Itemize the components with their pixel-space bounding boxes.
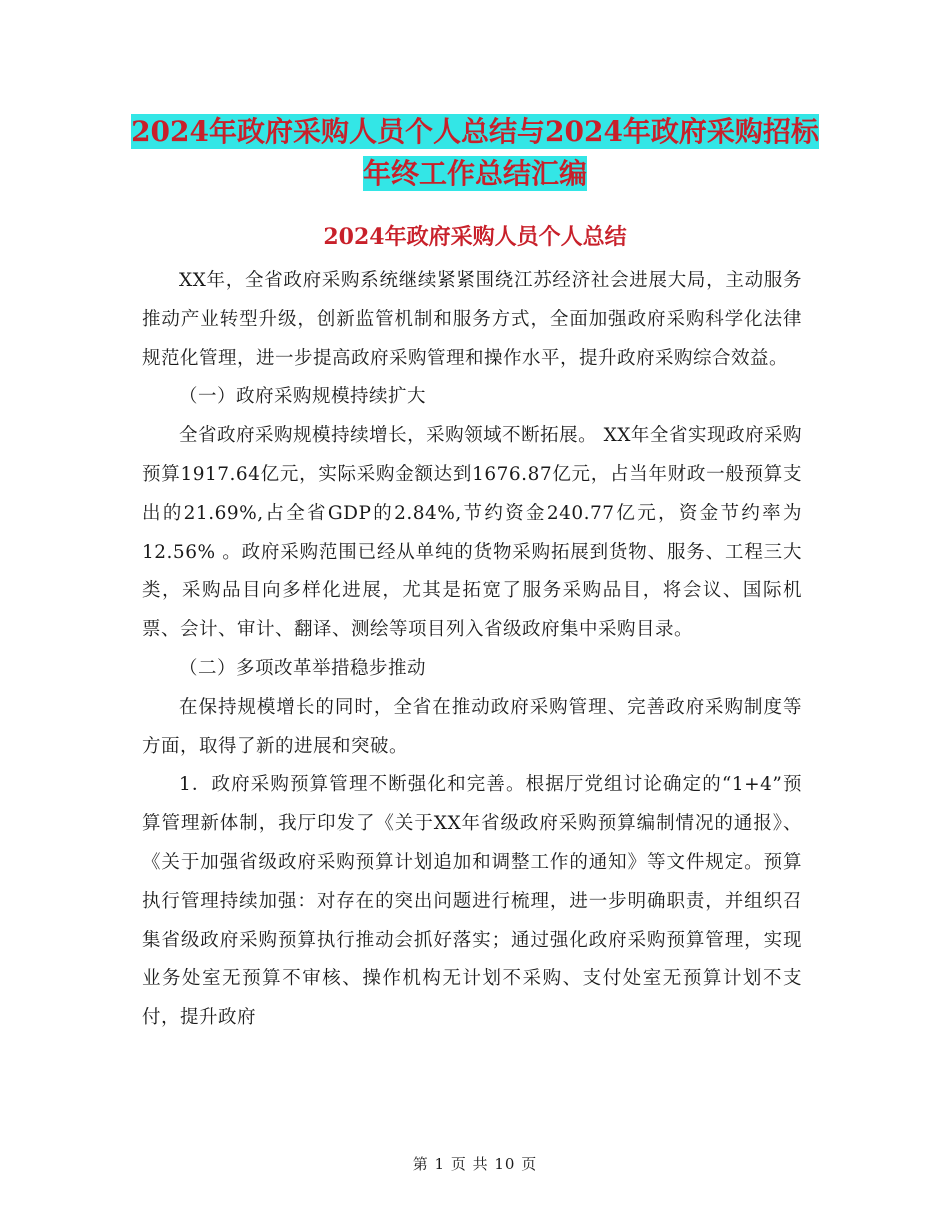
document-title-line-2 (0, 157, 950, 191)
subheading-2: （二）多项改革举措稳步推动 (179, 657, 427, 679)
paragraph-intro: XX年，全省政府采购系统继续紧紧围绕江苏经济社会进展大局，主动服务推动产业转型升级，创新监管机制和服务方式，全面加强政府采购科学化法律规范化管理，进一步提高政府采购管理和操作水平，提升政府采购综合效益。 (142, 270, 802, 369)
paragraph-scale: 全省政府采购规模持续增长，采购领域不断拓展。 XX年全省实现政府采购预算1917.64亿元，实际采购金额达到1676.87亿元，占当年财政一般预算支出的21.69%,占全省GDP的2.84%,节约资金240.77亿元，资金节约率为12.56% 。政府采购范围已经从单纯的货物采购拓展到货物、服务、工程三大类，采购品目向多样化进展，尤其是拓宽了服务采购品目，将会议、国际机票、会计、审计、翻译、测绘等项目列入省级政府集中采购目录。 (142, 425, 802, 641)
paragraph-item-1: 1．政府采购预算管理不断强化和完善。根据厅党组讨论确定的“1+4”预算管理新体制，我厅印发了《关于XX年省级政府采购预算编制情况的通报》、《关于加强省级政府采购预算计划追加和调整工作的通知》等文件规定。预算执行管理持续加强：对存在的突出问题进行梳理，进一步明确职责，并组织召集省级政府采购预算执行推动会抓好落实；通过强化政府采购预算管理，实现业务处室无预算不审核、操作机构无计划不采购、支付处室无预算计划不支付，提升政府 (142, 774, 802, 1029)
document-title-line-1 (0, 115, 950, 149)
title-highlight-1: 2024年政府采购人员个人总结与2024年政府采购招标 (131, 115, 819, 148)
title-highlight-2: 年终工作总结汇编 (362, 157, 587, 190)
paragraph-reform: 在保持规模增长的同时，全省在推动政府采购管理、完善政府采购制度等方面，取得了新的进展和突破。 (142, 696, 802, 757)
subheading-1: （一）政府采购规模持续扩大 (179, 386, 427, 408)
page-footer: 第 1 页 共 10 页 (412, 1155, 538, 1173)
section-title: 2024年政府采购人员个人总结 (323, 224, 627, 250)
document-body (142, 262, 802, 1038)
